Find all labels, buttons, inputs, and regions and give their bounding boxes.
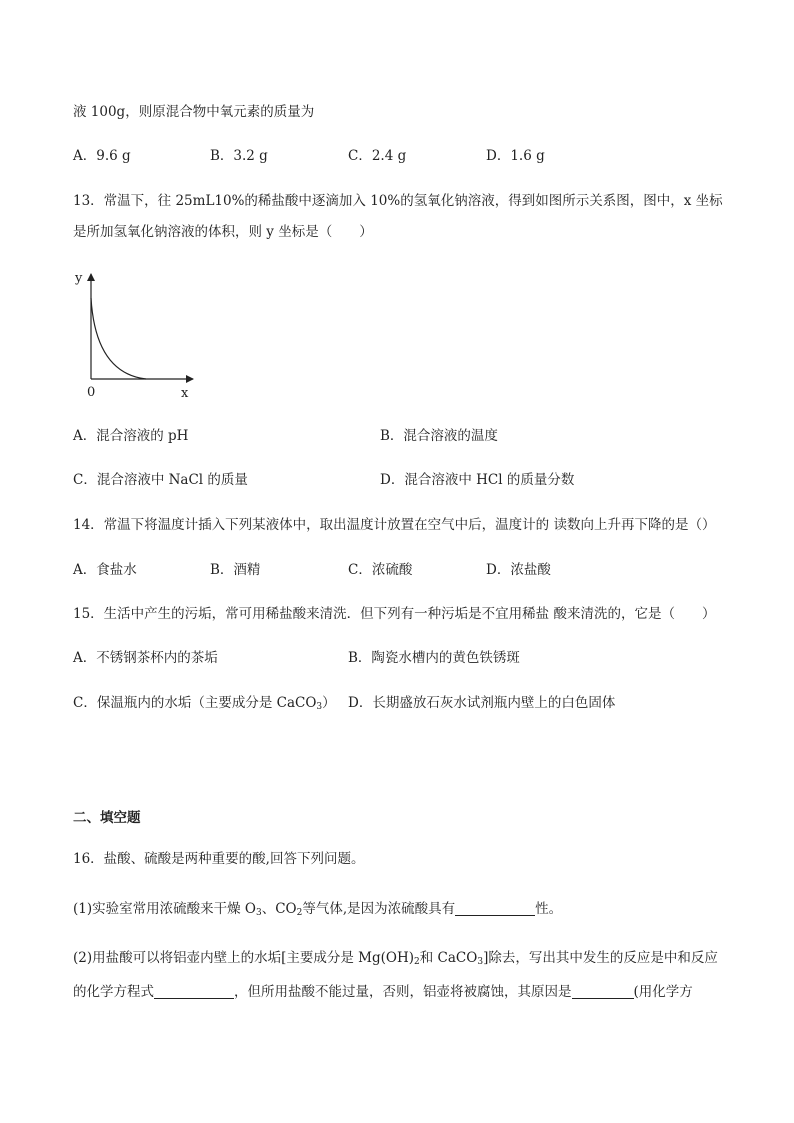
q12-option-c: C．2.4 g <box>348 148 407 164</box>
decay-curve <box>91 298 146 379</box>
q16-part2-line1: (2)用盐酸可以将铝壶内壁上的水垢[主要成分是 $Mg(OH)_2$和 CaCO$_3$]除去，写出其中发生的反应是中和反应 <box>73 950 718 967</box>
q14-option-d: D．浓盐酸 <box>486 562 551 578</box>
q13-option-c: C．混合溶液中 NaCl 的质量 <box>73 472 248 488</box>
q15-option-c: C．保温瓶内的水垢（主要成分是 CaCO$_3$） <box>73 695 336 712</box>
q15-option-d: D．长期盛放石灰水试剂瓶内壁上的白色固体 <box>348 695 616 711</box>
q14-option-b: B．酒精 <box>210 562 261 578</box>
q13-option-a: A．混合溶液的 pH <box>73 428 189 444</box>
q15-option-a: A．不锈钢茶杯内的茶垢 <box>73 650 218 666</box>
q16-stem: 16．盐酸、硫酸是两种重要的酸,回答下列问题。 <box>73 851 365 867</box>
section-title: 二、填空题 <box>73 810 141 826</box>
x-axis-label: x <box>181 386 189 401</box>
q15-option-b: B．陶瓷水槽内的黄色铁锈斑 <box>348 650 520 666</box>
answer-blank[interactable] <box>455 901 535 916</box>
q15-stem: 15．生活中产生的污垢，常可用稀盐酸来清洗．但下列有一种污垢是不宜用稀盐 酸来清洗的，它是（ ） <box>73 606 716 622</box>
q16-part2-line2: 的化学方程式 ，但所用盐酸不能过量，否则，铝壶将被腐蚀，其原因是 (用化学方 <box>73 984 693 1000</box>
origin-label: 0 <box>87 385 96 400</box>
q14-option-a: A．食盐水 <box>73 562 137 578</box>
q13-graph <box>70 262 200 402</box>
q13-stem-line1: 13．常温下，往 25mL10%的稀盐酸中逐滴加入 10%的氢氧化钠溶液，得到如图所示关系图，图中，x 坐标 <box>73 193 723 209</box>
q13-stem-line2: 是所加氢氧化钠溶液的体积，则 y 坐标是（ ） <box>73 224 373 240</box>
q13-option-d: D．混合溶液中 HCl 的质量分数 <box>380 472 575 488</box>
q14-option-c: C．浓硫酸 <box>348 562 413 578</box>
y-axis-label: y <box>75 271 83 286</box>
q14-stem: 14．常温下将温度计插入下列某液体中，取出温度计放置在空气中后，温度计的 读数向上升再下降的是（） <box>73 517 716 533</box>
answer-blank[interactable] <box>572 984 634 999</box>
q16-part1: (1)实验室常用浓硫酸来干燥 $O_3$、$CO_2$等气体,是因为浓硫酸具有 性。 <box>73 901 563 918</box>
q12-stem-tail: 液 100g，则原混合物中氧元素的质量为 <box>73 104 315 120</box>
q12-option-d: D．1.6 g <box>486 148 545 164</box>
q13-option-b: B．混合溶液的温度 <box>380 428 498 444</box>
q12-option-b: B．3.2 g <box>210 148 268 164</box>
answer-blank[interactable] <box>154 984 234 999</box>
q12-option-a: A．9.6 g <box>73 148 131 164</box>
